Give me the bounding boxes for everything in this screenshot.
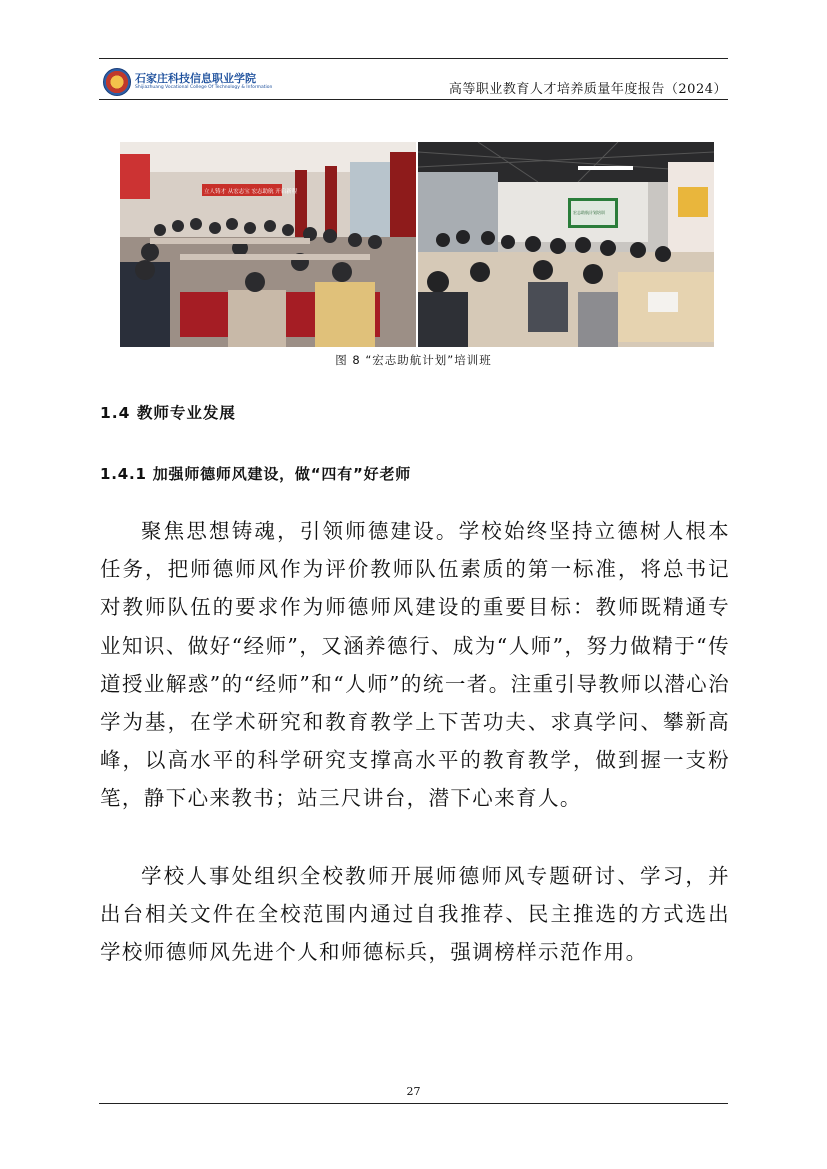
logo-chinese-name: 石家庄科技信息职业学院 (135, 72, 256, 86)
college-seal-icon (103, 68, 131, 96)
right-screen-text: 宏志助航计划培训 (573, 210, 605, 215)
left-banner-text: 立人铸才 从宏志宝 宏志助航 开启新程 (204, 189, 298, 195)
figure-caption: 图 8 “宏志助航计划”培训班 (335, 353, 492, 367)
college-logo (103, 68, 273, 96)
body-paragraph-1: 聚焦思想铸魂，引领师德建设。学校始终坚持立德树人根本任务，把师德师风作为评价教师队伍素质的第一标准，将总书记对教师队伍的要求作为师德师风建设的重要目标：教师既精通专业知识、做好“经师”，又涵养德行、成为“人师”，努力做精于“传道授业解惑”的“经师”和“人师”的统一者。注重引导教师以潜心治学为基，在学术研究和教育教学上下苦功夫、求真学问、攀新高峰，以高水平的科学研究支撑高水平的教育教学，做到握一支粉笔，静下心来教书；站三尺讲台，潜下心来育人。 (100, 519, 730, 811)
training-photo-right (418, 142, 714, 347)
footer-rule (99, 1103, 728, 1104)
section-heading: 1.4 教师专业发展 (100, 404, 236, 422)
subsection-heading: 1.4.1 加强师德师风建设，做“四有”好老师 (100, 465, 412, 483)
header-top-rule (99, 58, 728, 59)
header-bottom-rule (99, 99, 728, 100)
page-number: 27 (406, 1085, 421, 1098)
body-paragraph-2: 学校人事处组织全校教师开展师德师风专题研讨、学习，并出台相关文件在全校范围内通过自我推荐、民主推选的方式选出学校师德师风先进个人和师德标兵，强调榜样示范作用。 (100, 864, 730, 965)
report-title: 高等职业教育人才培养质量年度报告（2024） (448, 82, 727, 97)
logo-english-name: Shijiazhuang Vocational College Of Technology & Information (135, 85, 273, 91)
training-photo-left (120, 142, 416, 347)
